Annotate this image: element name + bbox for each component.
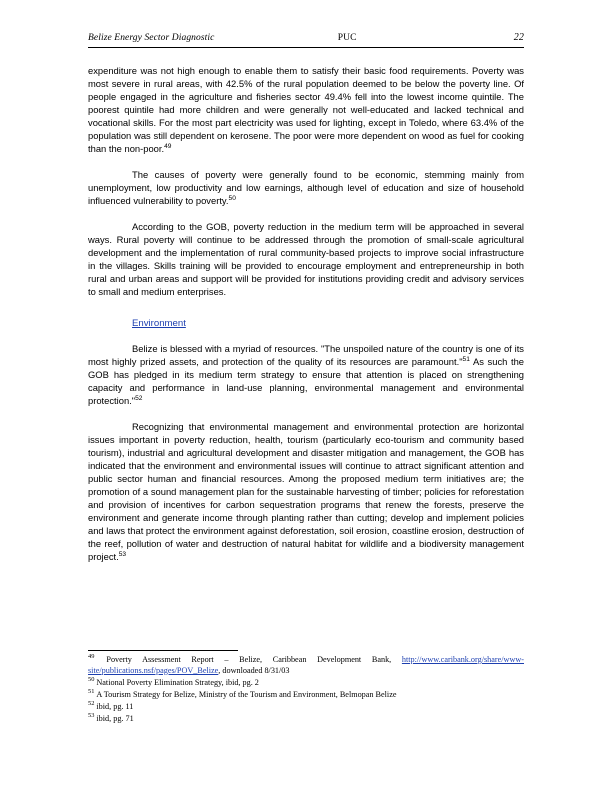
paragraph-causes-of-poverty [88,168,524,207]
footnote-item [88,714,524,725]
footnote-item [88,690,524,701]
paragraph-text: According to the GOB, poverty reduction in the medium term will be approached in several ways. Rural poverty will continue to be addressed through the promotion of small-scale agricultural development and the implementation of rural community-based projects to improve social infrastructure in the villages. Skills training will be provided to encourage employment and entrepreneurship in both rural and urban areas and support will be provided for institutions providing credit and advisory services to small and medium enterprises. [88,221,524,297]
footnote-text-after: , downloaded 8/31/03 [218,665,290,675]
section-heading-environment[interactable]: Environment [132,318,186,329]
footnote-link[interactable]: http://www.caribank.org/share/www-site/publications.nsf/pages/POV_Belize [88,655,524,675]
paragraph-poverty-statistics [88,64,524,155]
paragraph-poverty-reduction [88,220,524,298]
footnote-number: 50 [88,675,95,683]
footnote-number: 52 [88,700,95,708]
footnote-separator-rule [88,650,238,651]
footnote-number: 53 [88,712,95,720]
footnote-item [88,702,524,713]
footnote-number: 51 [88,688,95,696]
footnote-item [88,655,524,676]
footnote-ref-53[interactable]: 53 [118,550,127,558]
paragraph-text-part1: Belize is blessed with a myriad of resources. "The unspoiled nature of the country is one of its most highly prized assets, and protection of the quality of its resources are paramount." [88,343,524,367]
paragraph-text: Recognizing that environmental management and environmental protection are horizontal issues important in poverty reduction, health, tourism (particularly eco-tourism and community based tourism), industrial and agricultural development and disaster mitigation and management, the GOB has indicated that the environment and environmental issues will continue to attract significant attention and public sector human and financial resources. Among the proposed medium term initiatives are; the promotion of a sound management plan for the sustainable harvesting of timber; policies for reforestation and provision of incentives for carbon sequestration programs that renew the forests, preserve the environment and generate income through planting rather than cutting; develop and implement policies and laws that protect the environment against deforestation, soil erosion, coastline erosion, destruction of the reef, pollution of water and destruction of natural habitat for wildlife and a biodiversity management project. [88,421,524,562]
footnote-text: Poverty Assessment Report – Belize, Caribbean Development Bank, [106,655,402,664]
header-document-title: Belize Energy Sector Diagnostic [88,33,215,43]
paragraph-resources [88,342,524,407]
footnote-text: A Tourism Strategy for Belize, Ministry of the Tourism and Environment, Belmopan Belize [96,689,397,699]
footnote-number: 49 [88,653,95,661]
page-content [88,32,524,572]
header-page-number: 22 [513,32,524,43]
footnote-ref-50[interactable]: 50 [228,194,236,202]
page-header [88,32,524,46]
footnote-ref-52[interactable]: 52 [135,394,143,402]
paragraph-text: expenditure was not high enough to enable them to satisfy their basic food requirements. Poverty was most severe in rural areas, with 42.5% of the rural population deemed to be below the poverty line. Of people engaged in the agriculture and fisheries sector 49.4% fell into the lowest income quintile. The poorest quintile had more children and were generally not well-educated and lacked technical and vocational skills. For the most part electricity was used for lighting, except in Toledo, where 63.4% of the population was still dependent on kerosene. The poor were more dependent on wood as fuel for cooking than the non-poor. [88,65,524,154]
footnote-item [88,675,524,689]
footnotes-section [88,650,524,726]
header-organization: PUC [337,33,357,43]
footnote-text: National Poverty Elimination Strategy, ibid, pg. 2 [96,677,259,687]
paragraph-text-part2: As such the GOB has pledged in its medium term strategy to ensure that attention is placed on strengthening capacity and performance in land-use planning, environmental management and environmental protection." [88,356,524,406]
footnote-ref-49[interactable]: 49 [164,142,172,150]
paragraph-environmental-management [88,420,524,563]
paragraph-text: The causes of poverty were generally found to be economic, stemming mainly from unemployment, low productivity and low earnings, although level of education and size of household influenced vulnerability to poverty. [88,169,524,206]
header-rule [88,47,524,48]
footnote-ref-51[interactable]: 51 [462,355,470,363]
footnote-text: ibid, pg. 11 [96,701,134,711]
footnote-text: ibid, pg. 71 [96,713,134,723]
